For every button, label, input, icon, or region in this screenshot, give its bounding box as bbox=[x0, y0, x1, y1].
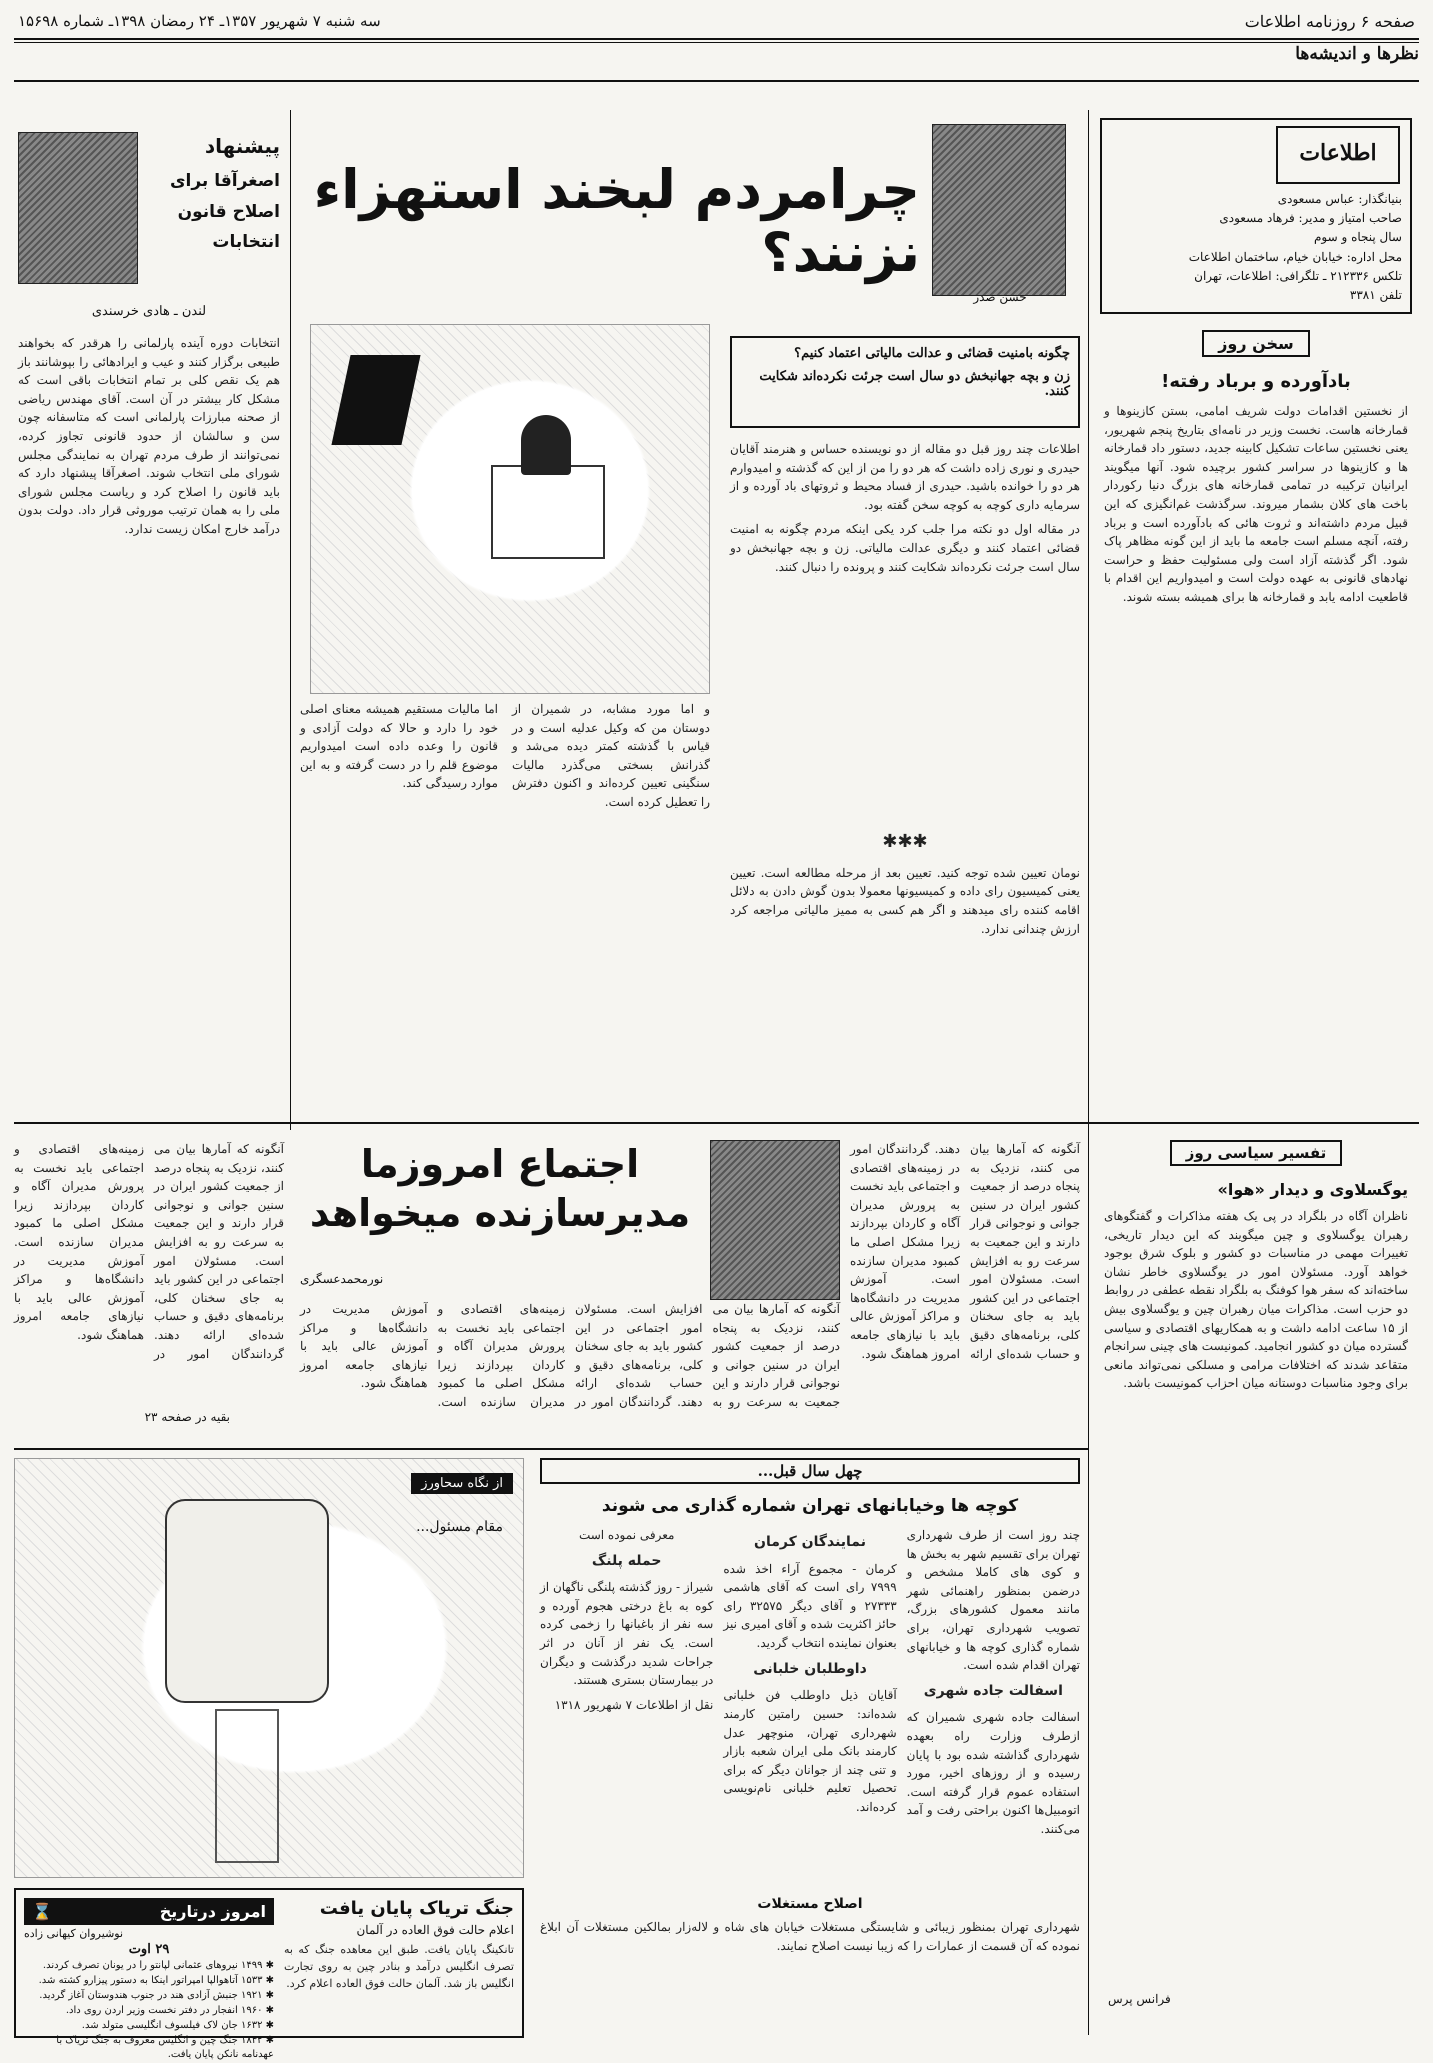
tariyakh-body: تانکینگ پایان یافت. طبق این معاهده جنگ که به تصرف انگلیس درآمد و بنادر چین به روی تجارت انگلیس باز شد. آلمان حالت فوق العاده اعلام کرد. bbox=[284, 1943, 514, 1991]
tariyakh-title: جنگ تریاک پایان یافت bbox=[319, 1898, 514, 1919]
cartoon-box bbox=[14, 1458, 524, 1878]
masthead-box bbox=[1100, 118, 1412, 314]
headline-body-2 bbox=[730, 820, 1080, 1120]
masthead-year: سال پنجاه و سوم bbox=[1313, 230, 1402, 245]
column-rule-left bbox=[290, 110, 291, 1130]
masthead-address: محل اداره: خیابان خیام، ساختمان اطلاعات bbox=[1188, 249, 1402, 264]
chehel-sal-body-4: کرمان - مجموع آراء اخذ شده ۷۹۹۹ رای است که آقای هاشمی ۲۷۳۳۳ و آقای دیگر ۳۲۵۷۵ رای حائز اکثریت شده و آقای امیری نیز بعنوان نماینده انتخاب گردید. bbox=[723, 1561, 897, 1651]
chehel-sal-box bbox=[540, 1458, 1080, 1878]
chehel-sal-body-5: آقایان ذیل داوطلب فن خلبانی شده‌اند: حسین رامتین کارمند شهرداری تهران، منوچهر عدل کارمند بانک ملی ایران شعبه بازار و تنی چند از جوانان دیگر که برای تحصیل تعلیم خلبانی نام‌نویسی کرده‌اند. bbox=[723, 1688, 897, 1814]
proposal-label: پیشنهاد bbox=[204, 134, 280, 158]
headline-block bbox=[300, 118, 1080, 308]
separator-stars: ✱✱✱ bbox=[882, 831, 928, 852]
history-item: ✱ ۱۹۲۱ جنبش آزادی هند در جنوب هندوستان آغاز گردید. bbox=[39, 1990, 274, 2001]
chehel-sal-sub-5: حمله پلنگ bbox=[591, 1552, 662, 1569]
header-rule bbox=[14, 38, 1419, 40]
history-item: ✱ ۱۴۹۹ نیروهای عثمانی لپانتو را در یونان تصرف کردند. bbox=[42, 1960, 274, 1971]
headline-cartoon bbox=[310, 324, 710, 694]
cartoon-flag-shape bbox=[331, 355, 420, 445]
sokhan-rooz-tag: سخن روز bbox=[1202, 330, 1310, 357]
emrooz-title: امروز درتاریخ bbox=[159, 1902, 266, 1921]
ejtema-continued: بقیه در صفحه ۲۳ bbox=[144, 1410, 230, 1424]
masthead-owner: صاحب امتیاز و مدیر: فرهاد مسعودی bbox=[1219, 211, 1402, 226]
section-rule bbox=[14, 80, 1419, 82]
cartoon-figure-shape bbox=[165, 1499, 329, 1703]
ejtema-body-bottom: آنگونه که آمارها بیان می کنند، نزدیک به پنجاه درصد از جمعیت کشور ایران در سنین جوانی و نوجوانی قرار دارند و این جمعیت به سرعت رو به افزایش است. مسئولان امور اجتماعی در این کشور باید به جای سخنان کلی، برنامه‌های دقیق و حساب شده‌ای ارائه دهند. گردانندگان امور در زمینه‌های اقتصادی و اجتماعی باید نخست به پرورش مدیران آگاه و کاردان بپردازند زیرا مشکل اصلی ما کمبود مدیران سازنده است. آموزش مدیریت در دانشگاه‌ها و مراکز آموزش عالی باید با نیازهای جامعه امروز هماهنگ شود. bbox=[300, 1302, 840, 1409]
cartoon-desk-shape bbox=[491, 465, 605, 559]
headline-author: حسن صدر bbox=[973, 290, 1027, 304]
emrooz-items bbox=[24, 1959, 274, 2062]
history-item: ✱ ۱۵۳۳ آتاهوالپا امپراتور اینکا به دستور پیزارو کشته شد. bbox=[38, 1975, 274, 1986]
proposal-title: اصغرآقا برای اصلاح قانون انتخابات bbox=[169, 171, 280, 253]
history-item: ✱ ۱۸۴۲ جنگ چین و انگلیس معروف به جنگ تریاک با عهدنامه نانکن پایان یافت. bbox=[56, 2035, 274, 2060]
issue-info: سه شنبه ۷ شهریور ۱۳۵۷ـ ۲۴ رمضان ۱۳۹۸ـ شماره ۱۵۶۹۸ bbox=[18, 12, 381, 30]
hourglass-icon: ⌛ bbox=[32, 1902, 52, 1921]
ejtema-title-1: اجتماع امروزما bbox=[360, 1142, 640, 1186]
headline-para-2: در مقاله اول دو نکته مرا جلب کرد یکی اینکه مردم چگونه به امنیت قضائی اعتماد کنند و دیگری عدالت مالیاتی. زن و بچه جهانبخش دو سال است جرئت نکرده‌اند شکایت کنند و پرونده را دنبال کنند. bbox=[730, 522, 1080, 574]
headline-box-line1: چگونه بامنیت قضائی و عدالت مالیاتی اعتماد کنیم؟ bbox=[794, 346, 1070, 361]
siasi-title: یوگسلاوی و دیدار «هوا» bbox=[1217, 1180, 1408, 1199]
chehel-sal-intro: معرفی نموده است bbox=[578, 1528, 675, 1542]
headline-para-1: اطلاعات چند روز قبل دو مقاله از دو نویسنده حساس و هنرمند آقایان حیدری و نوری زاده داشت که هر دو را من از این که گذشته و امیدوارم هر دو را خوانده باشید. حیدری از فساد محیط و ثروتهای باد آورده و از سرمایه داری کوچه به کوچه سخن گفته بود. bbox=[730, 442, 1080, 512]
ejtema-header bbox=[300, 1140, 700, 1270]
masthead-phone: تلفن ۳۳۸۱ bbox=[1349, 287, 1402, 302]
ejtema-title-2: مدیرسازنده میخواهد bbox=[309, 1191, 691, 1236]
chehel-sal-body-1: چند روز است از طرف شهرداری تهران برای تقسیم شهر به بخش ها و کوی های کاملا مشخص و درضمن بمنظور راهنمائی شهر مانند معمول کشورهای بزرگ، تصویب شهرداری تهران، برای شماره گذاری کوچه ها و خیابانهای تهران اقدام شده است. bbox=[906, 1528, 1080, 1673]
tariyakh-subtitle: اعلام حالت فوق العاده در آلمان bbox=[356, 1923, 514, 1937]
ejtema-body-left: آنگونه که آمارها بیان می کنند، نزدیک به پنجاه درصد از جمعیت کشور ایران در سنین جوانی و نوجوانی قرار دارند و این جمعیت به سرعت رو به افزایش است. مسئولان امور اجتماعی در این کشور باید به جای سخنان کلی، برنامه‌های دقیق و حساب شده‌ای ارائه دهند. گردانندگان امور در زمینه‌های اقتصادی و اجتماعی باید نخست به پرورش مدیران آگاه و کاردان بپردازند زیرا مشکل اصلی ما کمبود مدیران سازنده است. آموزش مدیریت در دانشگاه‌ها و مراکز آموزش عالی باید با نیازهای جامعه امروز هماهنگ شود. bbox=[14, 1142, 284, 1361]
chehel-sal-sub-4: داوطلبان خلبانی bbox=[753, 1660, 867, 1677]
masthead-logo: اطلاعات bbox=[1276, 126, 1400, 184]
emrooz-date: ۲۹ اوت bbox=[128, 1942, 170, 1957]
emrooz-author: نوشیروان کیهانی زاده bbox=[24, 1927, 124, 1940]
headline-para-3: نومان تعیین شده توجه کنید. تعیین بعد از مرحله مطالعه است. تعیین یعنی کمیسیون رای داده و کمیسیونها معمولا بدون گوش دادن به دلائل اقامه کننده رای میدهند و اگر هم کسی به ممیز مالیاتی مراجعه کرد ارزش چندانی ندارد. bbox=[730, 865, 1080, 936]
cartoon-label: از نگاه سحاورز bbox=[411, 1473, 513, 1494]
headline-body-3 bbox=[300, 700, 710, 1118]
chehel-sal-body-3: شهرداری تهران بمنظور زیبائی و شایستگی مستغلات خیابان های شاه و لاله‌زار بمالکین مستغلات آن ابلاغ نموده که آن قسمت از عمارات را که زیبا نیست اصلاح نمایند. bbox=[540, 1920, 1080, 1953]
chehel-sal-sub-2: اصلاح مستغلات bbox=[757, 1896, 863, 1912]
chehel-sal-continued bbox=[540, 1890, 1080, 2030]
sokhan-rooz-column bbox=[1100, 326, 1412, 1116]
chehel-sal-sub-1: اسفالت جاده شهری bbox=[923, 1682, 1063, 1699]
ejtema-author: نورمحمدعسگری bbox=[300, 1272, 384, 1286]
chehel-sal-sub-3: نمایندگان کرمان bbox=[754, 1534, 866, 1550]
masthead-telex: تلکس ۲۱۲۳۳۶ ـ تلگرافی: اطلاعات، تهران bbox=[1194, 268, 1402, 283]
cartoon-mic-shape bbox=[215, 1709, 279, 1863]
sokhan-rooz-title: بادآورده و برباد رفته! bbox=[1161, 371, 1351, 392]
cartoon-judge-shape bbox=[521, 415, 571, 475]
siasi-column bbox=[1100, 1132, 1412, 2032]
siasi-source: فرانس پرس bbox=[1108, 1992, 1171, 2006]
mid-rule-2 bbox=[14, 1448, 1088, 1450]
headline-body-1 bbox=[730, 440, 1080, 810]
ejtema-photo bbox=[710, 1140, 840, 1300]
history-item: ✱ ۱۶۳۲ جان لاک فیلسوف انگلیسی متولد شد. bbox=[81, 2020, 274, 2031]
masthead-founder: بنیانگذار: عباس مسعودی bbox=[1277, 192, 1402, 206]
sokhan-rooz-body: از نخستین اقدامات دولت شریف امامی، بستن کازینوها و قمارخانه هاست. نخست وزیر در نامه‌ای بتاریخ پنجم شهریور، یعنی نخستین ساعات تشکیل کابینه جدید، دستور داد قمارخانه ها و کازینوها در سراسر کشور برچیده شود. آنها میگویند ایرانیان ترکیبه در تمامی قمارخانه های بزرگ دنیا رکوردار باخت های کلان بشمار میروند. سرگذشت غم‌انگیزی که این قبیل مردم داشته‌اند و ثروت هائی که بادآورده است و برباد رفته، آنچه مسلم است جامعه ما باید از این گونه مظاهر پاک شود. اگر گذشته آزاد است ولی مسئولیت حفظ و حراست نهادهای قانونی به عهده دولت است و امیدواریم این اقدام با قاطعیت ادامه یابد و قمارخانه ها برای همیشه بسته شوند. bbox=[1104, 404, 1408, 604]
column-rule-right-2 bbox=[1088, 1130, 1089, 2035]
headline-box bbox=[730, 336, 1080, 428]
headline-para-5: اما مالیات مستقیم همیشه معنای اصلی خود را دارد و حالا که دولت آزادی و قانون را وعده داده است امیدواریم موضوع قلم را در دست گرفته و به این موارد رسیدگی کند. bbox=[300, 702, 498, 791]
proposal-byline: لندن ـ هادی خرسندی bbox=[91, 304, 207, 319]
chehel-sal-source: نقل از اطلاعات ۷ شهریور ۱۳۱۸ bbox=[554, 1697, 714, 1712]
proposal-body: انتخابات دوره آینده پارلمانی را هرقدر که بخواهند طبیعی برگزار کنند و عیب و ایرادهائی را بپوشانند باز هم یک نقص کلی بر تمام انتخابات باقی است که مشکل کار بیشتر در آن است. آقای مهندس ریاضی از صحنه مبارزات پارلمانی است که متاسفانه چون سن و سالشان از حدود قانونی تجاوز کرده، نمی‌توانند از طرف مردم تهران به نمایندگی مجلس شورای ملی انتخاب شوند. اصغرآقا پیشنهاد دارد که باید قانون را اصلاح کرد و ریاست مجلس شورای ملی را به همان ترتیب موروثی قرار داد. دولت بدون درآمد خارج امکان زیست ندارد. bbox=[18, 336, 280, 536]
proposal-column bbox=[14, 118, 284, 1118]
ejtema-body-right: آنگونه که آمارها بیان می کنند، نزدیک به پنجاه درصد از جمعیت کشور ایران در سنین جوانی و نوجوانی قرار دارند و این جمعیت به سرعت رو به افزایش است. مسئولان امور اجتماعی در این کشور باید به جای سخنان کلی، برنامه‌های دقیق و حساب شده‌ای ارائه دهند. گردانندگان امور در زمینه‌های اقتصادی و اجتماعی باید نخست به پرورش مدیران آگاه و کاردان بپردازند زیرا مشکل اصلی ما کمبود مدیران سازنده است. آموزش مدیریت در دانشگاه‌ها و مراکز آموزش عالی باید با نیازهای جامعه امروز هماهنگ شود. bbox=[850, 1142, 1080, 1361]
siasi-body: ناظران آگاه در بلگراد در پی یک هفته مذاکرات و گفتگوهای رهبران یوگسلاوی و چین میگویند که این دیدار تاریخی، تغییرات مهمی در مناسبات دو کشور و بلوک شرق بوجود خواهد آورد. مسئولان امور در یوگسلاوی خاطر نشان ساخته‌اند که سفر هوا کوفنگ به بلگراد نقطه عطفی در روابط دو حزب است. مذاکرات میان رهبران چین و یوگسلاوی بیش از ۱۵ ساعت ادامه داشت و به همکاریهای اقتصادی و سیاسی گسترده میان دو کشور انجامید. کمونیست های چینی سرانجام متقاعد شدند که اختلافات مرامی و مسلکی نمی‌تواند مانعی برای وجود مناسبات دوستانه میان احزاب کمونیست باشد. bbox=[1104, 1209, 1408, 1391]
cartoon-caption: مقام مسئول... bbox=[416, 1519, 503, 1535]
chehel-sal-body-2: اسفالت جاده شهری شمیران که ازطرف وزارت راه بعهده شهرداری گذاشته شده بود با پایان رسیده و از روزهای اخیر، مورد استفاده عموم قرار گرفته است. اتومبیل‌ها اکنون براحتی رفت و آمد می‌کنند. bbox=[906, 1710, 1080, 1836]
author-photo bbox=[18, 132, 138, 284]
mid-rule-1 bbox=[14, 1122, 1419, 1124]
column-rule-right bbox=[1088, 110, 1089, 1130]
section-title: نظرها و اندیشه‌ها bbox=[1295, 44, 1419, 64]
siasi-tag: تفسیر سیاسی روز bbox=[1170, 1140, 1343, 1166]
chehel-sal-title: کوچه ها وخیابانهای تهران شماره گذاری می شوند bbox=[601, 1496, 1019, 1516]
header-rule-thin bbox=[14, 42, 1419, 43]
headline-para-4: و اما مورد مشابه، در شمیران از دوستان من که وکیل عدلیه است و در قیاس با گذشته کمتر دیده می‌شد و گذرانش بسختی می‌گذرد مالیات سنگینی تعیین کرده‌اند و اکنون دفترش را تعطیل کرده است. bbox=[512, 702, 710, 809]
chehel-sal-tag: چهل سال قبل... bbox=[540, 1458, 1080, 1484]
page-label: صفحه ۶ روزنامه اطلاعات bbox=[1244, 12, 1415, 31]
headline-author-photo bbox=[932, 124, 1066, 296]
chehel-sal-body-6: شیراز - روز گذشته پلنگی ناگهان از کوه به باغ درختی هجوم آورده و سه نفر از باغبانها را زخمی کرده است. یک نفر از آنان در اثر جراحات شدید درگذشت و دیگران در بیمارستان بستری هستند. bbox=[540, 1580, 714, 1688]
history-box bbox=[14, 1888, 524, 2060]
headline-title: چرامردم لبخند استهزاء نزنند؟ bbox=[313, 158, 920, 284]
history-item: ✱ ۱۹۶۰ انفجار در دفتر نخست وزیر اردن روی داد. bbox=[65, 2005, 274, 2016]
headline-box-line2: زن و بچه جهانبخش دو سال است جرئت نکرده‌اند شکایت کنند. bbox=[759, 369, 1070, 399]
